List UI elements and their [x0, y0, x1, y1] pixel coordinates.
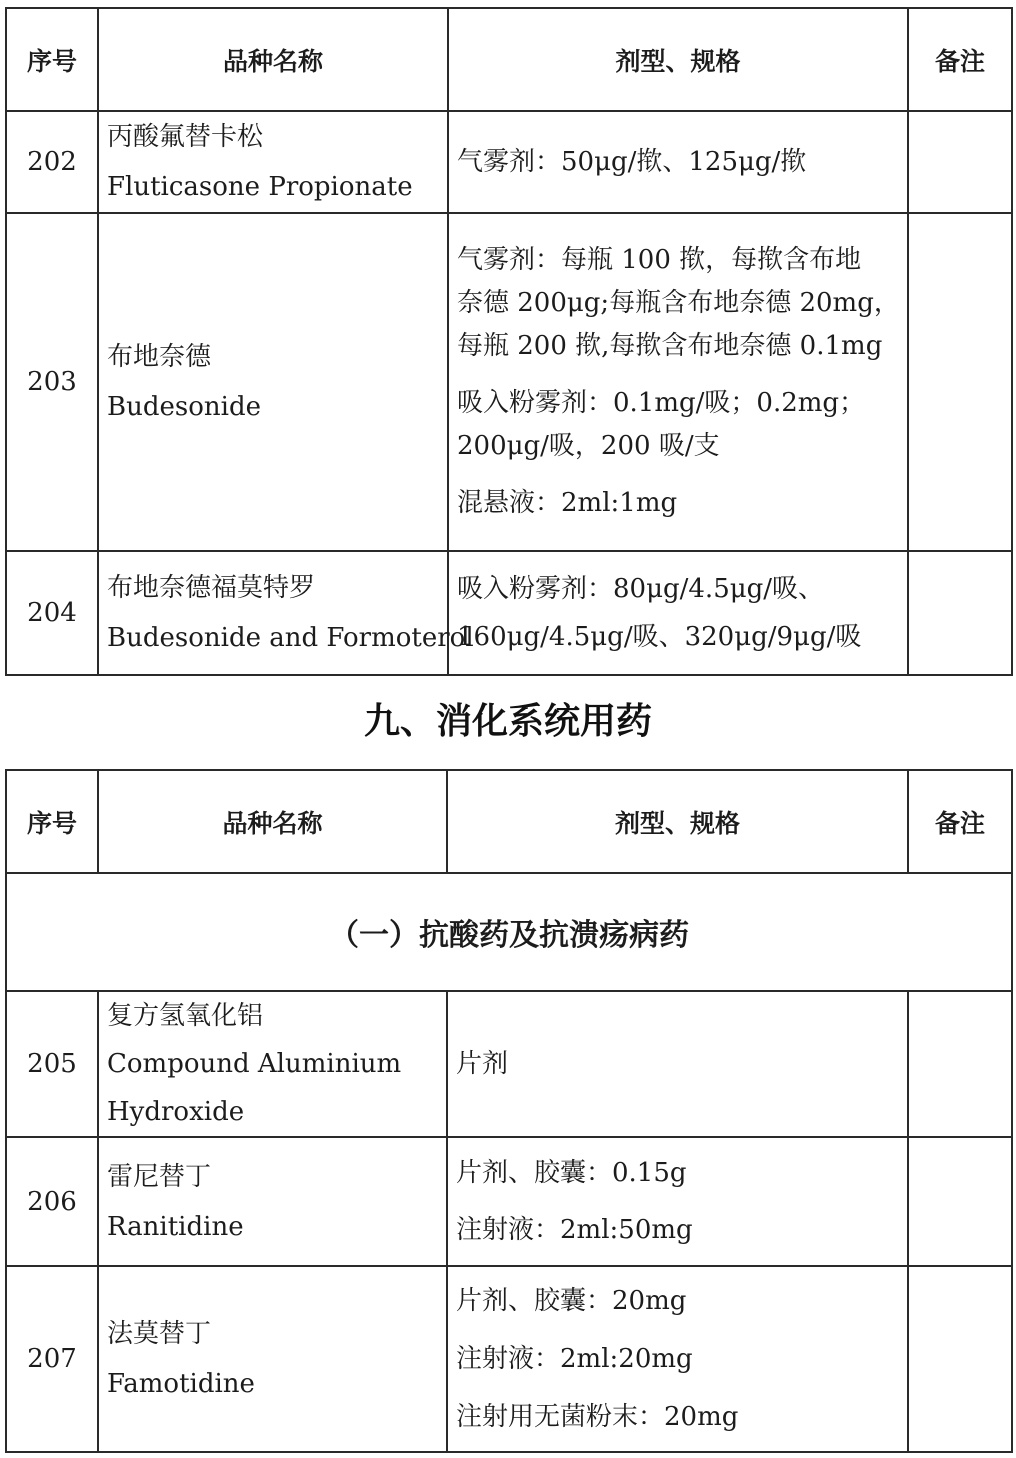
drug-name-cell	[98, 991, 447, 1137]
header-remarks: 备注	[908, 8, 1012, 111]
header-remarks: 备注	[908, 770, 1012, 873]
spec-line: 气雾剂：50μg/揿、125μg/揿	[457, 146, 807, 177]
spec-line: 片剂、胶囊：20mg	[456, 1286, 687, 1316]
remarks-cell	[908, 991, 1012, 1137]
row-number: 204	[6, 551, 98, 675]
spec-cell	[447, 991, 908, 1137]
category-subheading: （一）抗酸药及抗溃疡病药	[6, 873, 1012, 991]
drug-name-en: Budesonide and Formoterol	[107, 623, 474, 653]
drug-name-cell	[98, 1266, 447, 1452]
spec-line: 吸入粉雾剂：0.1mg/吸；0.2mg；	[457, 388, 866, 418]
spec-line: 注射液：2ml:20mg	[456, 1344, 693, 1374]
spec-line: 200μg/吸，200 吸/支	[457, 431, 720, 461]
spec-cell	[448, 213, 908, 551]
table-row	[6, 1137, 1012, 1266]
drug-name-cn: 复方氢氧化铝	[107, 1001, 264, 1031]
spec-cell	[447, 1266, 908, 1452]
drug-name-en: Fluticasone Propionate	[107, 172, 413, 202]
header-serial-number: 序号	[6, 8, 98, 111]
table-header-row	[6, 8, 1012, 111]
table-header-row	[6, 770, 1012, 873]
header-dosage-form-spec: 剂型、规格	[447, 770, 908, 873]
drug-name-en: Compound Aluminium	[107, 1049, 402, 1079]
drug-table-digestive	[5, 769, 1013, 1453]
drug-name-en: Hydroxide	[107, 1097, 245, 1127]
spec-cell	[448, 551, 908, 675]
remarks-cell	[908, 111, 1012, 213]
spec-line: 注射液：2ml:50mg	[456, 1214, 693, 1245]
drug-table-respiratory	[5, 7, 1013, 676]
table-row	[6, 111, 1012, 213]
row-number: 202	[6, 111, 98, 213]
header-drug-name: 品种名称	[98, 770, 447, 873]
table-row	[6, 213, 1012, 551]
spec-line: 混悬液：2ml:1mg	[457, 488, 678, 518]
header-serial-number: 序号	[6, 770, 98, 873]
drug-name-cn: 法莫替丁	[107, 1319, 212, 1349]
row-number: 203	[6, 213, 98, 551]
spec-line: 每瓶 200 揿,每揿含布地奈德 0.1mg	[457, 331, 883, 361]
table-row	[6, 991, 1012, 1137]
spec-line: 气雾剂：每瓶 100 揿，每揿含布地	[457, 245, 862, 275]
remarks-cell	[908, 1266, 1012, 1452]
section-title: 九、消化系统用药	[363, 701, 652, 742]
spec-cell	[447, 1137, 908, 1266]
spec-line: 吸入粉雾剂：80μg/4.5μg/吸、	[457, 574, 825, 604]
row-number: 207	[6, 1266, 98, 1452]
drug-name-en: Ranitidine	[107, 1211, 244, 1242]
drug-name-cell	[98, 111, 448, 213]
spec-line: 注射用无菌粉末：20mg	[456, 1402, 739, 1432]
drug-name-en: Budesonide	[107, 392, 261, 422]
header-dosage-form-spec: 剂型、规格	[448, 8, 908, 111]
spec-line: 160μg/4.5μg/吸、320μg/9μg/吸	[457, 622, 862, 652]
remarks-cell	[908, 551, 1012, 675]
remarks-cell	[908, 213, 1012, 551]
row-number: 206	[6, 1137, 98, 1266]
drug-name-cn: 布地奈德	[107, 342, 212, 372]
header-drug-name: 品种名称	[98, 8, 448, 111]
row-number: 205	[6, 991, 98, 1137]
spec-line: 奈德 200μg;每瓶含布地奈德 20mg，	[457, 288, 900, 318]
drug-name-cell	[98, 213, 448, 551]
drug-name-cn: 布地奈德福莫特罗	[107, 573, 316, 603]
table-row	[6, 551, 1012, 675]
spec-line: 片剂、胶囊：0.15g	[456, 1157, 687, 1188]
drug-name-cell	[98, 1137, 447, 1266]
spec-line: 片剂	[456, 1048, 509, 1079]
drug-name-en: Famotidine	[107, 1369, 255, 1399]
remarks-cell	[908, 1137, 1012, 1266]
spec-cell	[448, 111, 908, 213]
drug-name-cn: 雷尼替丁	[107, 1161, 212, 1192]
drug-name-cn: 丙酸氟替卡松	[107, 122, 264, 152]
subheading-row	[6, 873, 1012, 991]
drug-name-cell	[98, 551, 474, 675]
table-row	[6, 1266, 1012, 1452]
